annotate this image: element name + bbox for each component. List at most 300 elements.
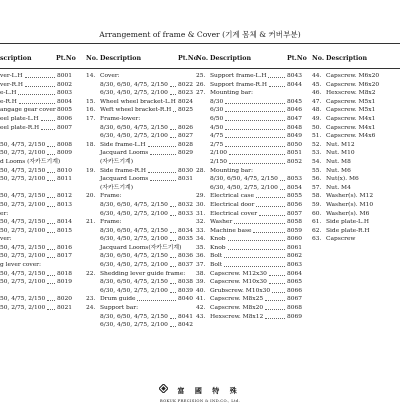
leader-dots	[148, 146, 176, 147]
leader-dots	[47, 257, 55, 258]
part-number: 8011	[57, 176, 72, 183]
part-number: 8012	[57, 193, 72, 200]
company-footer	[0, 378, 400, 403]
leader-dots	[25, 77, 55, 78]
item-number: 20.	[86, 193, 96, 200]
part-number: 8036	[178, 253, 193, 260]
item-description: 6/50	[210, 115, 224, 122]
item-description: Weft wheel bracket-R.H	[100, 107, 172, 114]
part-number: 8035	[178, 236, 193, 243]
description-header: Description	[326, 55, 368, 62]
item-number: 30.	[196, 201, 206, 208]
part-number: 8065	[287, 279, 302, 286]
part-number: 8054	[287, 184, 302, 191]
part-number: 8014	[57, 219, 72, 226]
item-description: 50, 2/75, 2/100	[0, 305, 46, 312]
item-description: 6/30, 4/50, 2/75, 2/100	[100, 236, 168, 243]
item-description: 4/75	[210, 133, 224, 140]
item-description: Frame-lower:	[100, 115, 141, 122]
column-header	[86, 55, 196, 63]
company-logo-text: 富 國 特 殊	[177, 386, 241, 395]
leader-dots	[47, 154, 55, 155]
no-header: No.	[86, 55, 99, 62]
column-header	[0, 55, 80, 63]
leader-dots	[170, 318, 176, 319]
item-description: (자카드기계)	[100, 184, 134, 191]
part-number: 8062	[287, 253, 302, 260]
item-number: 23.	[86, 296, 96, 303]
item-number: 40.	[196, 287, 206, 294]
item-description: Electrical door	[210, 201, 255, 208]
leader-dots	[170, 86, 176, 87]
item-description: Wheel wheel bracket-L.H	[100, 98, 176, 105]
item-description: Nut. M4	[326, 184, 351, 191]
part-number: 8005	[57, 107, 72, 114]
part-number: 8023	[178, 90, 193, 97]
item-number: 59.	[312, 201, 322, 208]
part-number: 8006	[57, 115, 72, 122]
item-description: Washer(s). M6	[326, 210, 370, 217]
part-number: 8039	[178, 287, 193, 294]
leader-dots	[280, 189, 285, 190]
part-number: 8031	[178, 176, 193, 183]
item-number: 39.	[196, 279, 206, 286]
item-description: Machine base	[210, 227, 252, 234]
no-header: No.	[312, 55, 325, 62]
item-description: Frame:	[100, 193, 122, 200]
leader-dots	[170, 137, 176, 138]
leader-dots	[41, 129, 55, 130]
part-number: 8026	[178, 124, 193, 131]
leader-dots	[18, 94, 55, 95]
item-description: 6/30, 4/50, 2/75, 2/100	[210, 184, 278, 191]
item-description: 6/30, 4/50, 2/75, 2/100	[100, 133, 168, 140]
leader-dots	[170, 292, 176, 293]
leader-dots	[225, 146, 285, 147]
leader-dots	[170, 206, 176, 207]
leader-dots	[173, 111, 176, 112]
part-number: 8050	[287, 141, 302, 148]
part-number: 8045	[287, 98, 302, 105]
item-description: Capscrew. M5x1	[326, 98, 376, 105]
leader-dots	[47, 283, 55, 284]
item-number: 50.	[312, 124, 322, 131]
part-number: 8068	[287, 305, 302, 312]
item-description: Jacquard Looms	[100, 150, 149, 157]
item-number: 21.	[86, 219, 96, 226]
part-number: 8046	[287, 107, 302, 114]
part-number: 8016	[57, 244, 72, 251]
item-description: Mounting bar:	[210, 90, 253, 97]
item-number: 32.	[196, 219, 206, 226]
item-description: 50, 4/75, 2/150	[0, 244, 46, 251]
item-description: Side plate-L.H	[326, 219, 369, 226]
item-number: 15.	[86, 98, 96, 105]
part-number: 8029	[178, 150, 193, 157]
leader-dots	[170, 129, 176, 130]
item-description: Support frame-R.H	[210, 81, 267, 88]
item-description: Nut(x). M6	[326, 176, 359, 183]
leader-dots	[228, 249, 285, 250]
leader-dots	[47, 172, 55, 173]
part-number: 8060	[287, 236, 302, 243]
leader-dots	[47, 232, 55, 233]
header-rule	[0, 68, 400, 69]
part-number: 8061	[287, 244, 302, 251]
item-description: Side frame-L.H	[100, 141, 146, 148]
item-number: 47.	[312, 98, 322, 105]
leader-dots	[148, 172, 176, 173]
item-description: 50, 2/75, 2/100	[0, 279, 46, 286]
part-number: 8017	[57, 253, 72, 260]
item-description: 8/30, 6/50, 4/75, 2/150	[100, 201, 168, 208]
part-number: 8059	[287, 227, 302, 234]
part-number: 8064	[287, 270, 302, 277]
part-no-header: Pt.No	[178, 55, 198, 62]
part-number: 8009	[57, 150, 72, 157]
item-description: 8/30, 6/50, 4/75, 2/150	[100, 124, 168, 131]
item-description: Capscrew	[326, 236, 356, 243]
item-number: 33.	[196, 227, 206, 234]
part-number: 8032	[178, 201, 193, 208]
item-number: 24.	[86, 305, 96, 312]
item-description: 50, 2/75, 2/100	[0, 253, 46, 260]
item-number: 58.	[312, 193, 322, 200]
item-number: 60.	[312, 210, 322, 217]
part-number: 8048	[287, 124, 302, 131]
part-number: 8028	[178, 141, 193, 148]
item-description: Nut. M10	[326, 150, 355, 157]
item-description: Shedding lever guide frame:	[100, 270, 186, 277]
leader-dots	[229, 154, 285, 155]
item-description: 50, 2/75, 2/100	[0, 176, 46, 183]
item-description: Capscrew. M6x20	[326, 73, 380, 79]
item-description: Knob	[210, 244, 226, 251]
column-header	[312, 55, 400, 63]
part-number: 8022	[178, 81, 193, 88]
item-description: 2/75	[210, 141, 224, 148]
item-description: Capscrew. M8x25	[210, 296, 264, 303]
item-number: 18.	[86, 141, 96, 148]
part-number: 8010	[57, 167, 72, 174]
column-header	[196, 55, 306, 63]
item-number: 28.	[196, 167, 206, 174]
part-number: 8021	[57, 305, 72, 312]
part-number: 8008	[57, 141, 72, 148]
item-description: 50, 4/75, 2/150	[0, 270, 46, 277]
item-description: 50, 4/75, 2/150	[0, 167, 46, 174]
item-number: 63.	[312, 236, 322, 243]
part-no-header: Pt.No	[287, 55, 307, 62]
item-description: 50, 2/75, 2/100	[0, 150, 46, 157]
item-number: 62.	[312, 227, 322, 234]
leader-dots	[253, 232, 285, 233]
item-description: Nut. M12	[326, 141, 355, 148]
item-description: eel plate-R.H	[0, 124, 40, 131]
leader-dots	[41, 120, 55, 121]
part-number: 8027	[178, 133, 193, 140]
item-number: 37.	[196, 262, 206, 269]
item-description: 6/30, 4/50, 2/75, 2/100	[100, 322, 168, 329]
part-number: 8056	[287, 201, 302, 208]
item-description: 2/150	[210, 158, 227, 165]
item-description: angage gear cover	[0, 107, 56, 114]
item-description: Electrical case	[210, 193, 254, 200]
item-description: 50, 2/75, 2/100	[0, 227, 46, 234]
item-number: 48.	[312, 107, 322, 114]
item-number: 29.	[196, 193, 206, 200]
item-description: e-R.H	[0, 98, 17, 105]
leader-dots	[268, 77, 285, 78]
leader-dots	[150, 154, 176, 155]
leader-dots	[170, 94, 176, 95]
part-number: 8007	[57, 124, 72, 131]
leader-dots	[224, 266, 285, 267]
leader-dots	[47, 146, 55, 147]
item-number: 43.	[196, 313, 206, 320]
part-number: 8018	[57, 270, 72, 277]
leader-dots	[47, 300, 55, 301]
item-description: ver:	[0, 236, 12, 243]
item-description: 2/100	[210, 150, 227, 157]
item-number: 42.	[196, 305, 206, 312]
part-number: 8047	[287, 115, 302, 122]
item-number: 45.	[312, 81, 322, 88]
item-description: 8/30, 6/50, 4/75, 2/150	[100, 253, 168, 260]
leader-dots	[229, 163, 285, 164]
leader-dots	[225, 137, 285, 138]
part-number: 8051	[287, 150, 302, 157]
item-description: (자카드기계)	[100, 158, 134, 165]
leader-dots	[170, 266, 176, 267]
item-description: 8/30, 6/50, 4/75, 2/150	[100, 81, 168, 88]
item-description: 8/30, 6/50, 4/75, 2/150	[100, 227, 168, 234]
leader-dots	[47, 197, 55, 198]
leader-dots	[269, 86, 285, 87]
item-number: 44.	[312, 73, 322, 79]
no-header: No.	[196, 55, 209, 62]
leader-dots	[265, 300, 285, 301]
description-header: scription	[0, 55, 32, 62]
part-no-header: Pt.No	[56, 55, 76, 62]
item-description: Jacquard Looms	[100, 176, 149, 183]
part-number: 8033	[178, 210, 193, 217]
item-description: 8/30, 6/50, 4/75, 2/150	[210, 176, 278, 183]
part-number: 8069	[287, 313, 302, 320]
leader-dots	[272, 292, 285, 293]
item-description: Capscrew. M4x1	[326, 124, 376, 131]
description-header: Description	[100, 55, 142, 62]
item-description: e-L.H	[0, 90, 17, 97]
item-description: Cover:	[100, 73, 120, 79]
item-description: ver-R.H	[0, 81, 24, 88]
item-number: 51.	[312, 133, 322, 140]
leader-dots	[170, 232, 176, 233]
item-description: Frame:	[100, 219, 122, 226]
item-number: 25.	[196, 73, 206, 79]
item-description: Capscrew. M4x6	[326, 133, 376, 140]
leader-dots	[170, 257, 176, 258]
item-description: Jacquard Looms(자카드기계)	[100, 244, 182, 251]
part-number: 8024	[178, 98, 193, 105]
part-number: 8001	[57, 73, 72, 79]
item-number: 34.	[196, 236, 206, 243]
part-number: 8063	[287, 262, 302, 269]
item-number: 38.	[196, 270, 206, 277]
item-description: Washer(s). M10	[326, 201, 374, 208]
item-description: eel plate-L.H	[0, 115, 39, 122]
part-number: 8015	[57, 227, 72, 234]
item-description: 50, 2/75, 2/100	[0, 201, 46, 208]
item-description: ver-L.H	[0, 73, 23, 79]
leader-dots	[47, 223, 55, 224]
part-number: 8038	[178, 279, 193, 286]
item-description: 50, 4/75, 2/150	[0, 141, 46, 148]
item-number: 57.	[312, 184, 322, 191]
leader-dots	[170, 326, 176, 327]
item-description: Side plate-R.H	[326, 227, 370, 234]
part-number: 8004	[57, 98, 72, 105]
leader-dots	[47, 275, 55, 276]
leader-dots	[47, 249, 55, 250]
item-description: 50, 4/75, 2/150	[0, 219, 46, 226]
item-number: 22.	[86, 270, 96, 277]
item-description: 8/30, 6/50, 4/75, 2/150	[100, 279, 168, 286]
item-number: 35.	[196, 244, 206, 251]
item-number: 61.	[312, 219, 322, 226]
leader-dots	[256, 206, 285, 207]
item-description: d Looms (자카드기계)	[0, 158, 61, 165]
part-number: 8057	[287, 210, 302, 217]
leader-dots	[225, 129, 285, 130]
leader-dots	[225, 120, 285, 121]
item-description: Electrical cover	[210, 210, 258, 217]
item-description: Nut. M8	[326, 158, 351, 165]
item-number: 55.	[312, 167, 322, 174]
leader-dots	[19, 103, 55, 104]
part-number: 8067	[287, 296, 302, 303]
item-number: 14.	[86, 73, 96, 79]
leader-dots	[137, 300, 176, 301]
part-number: 8042	[178, 322, 193, 329]
item-description: Capscrew. M10x30	[210, 279, 267, 286]
description-header: Description	[210, 55, 252, 62]
leader-dots	[265, 309, 285, 310]
item-description: 6/30, 4/50, 2/75, 2/100	[100, 262, 168, 269]
part-number: 8013	[57, 201, 72, 208]
part-number: 8043	[287, 73, 302, 79]
part-number: 8025	[178, 107, 193, 114]
company-logo-icon	[159, 384, 168, 393]
item-number: 46.	[312, 90, 322, 97]
item-description: Mounting bar:	[210, 167, 253, 174]
item-description: g lever cover:	[0, 262, 41, 269]
leader-dots	[170, 240, 176, 241]
item-number: 26.	[196, 81, 206, 88]
leader-dots	[280, 180, 285, 181]
leader-dots	[234, 223, 285, 224]
leader-dots	[269, 275, 285, 276]
item-number: 36.	[196, 253, 206, 260]
leader-dots	[225, 103, 285, 104]
item-number: 53.	[312, 150, 322, 157]
item-number: 27.	[196, 90, 206, 97]
item-description: Washer(s). M12	[326, 193, 374, 200]
leader-dots	[47, 180, 55, 181]
item-description: 8/30, 6/50, 4/75, 2/150	[100, 313, 168, 320]
part-number: 8040	[178, 296, 193, 303]
company-name: BOKUK PRECISION & IND.CO., Ltd.	[159, 398, 241, 403]
item-description: Side frame-R.H	[100, 167, 147, 174]
leader-dots	[170, 215, 176, 216]
leader-dots	[47, 309, 55, 310]
item-description: 6/30, 4/50, 2/75, 2/100	[100, 210, 168, 217]
item-number: 19.	[86, 167, 96, 174]
item-description: 8/30	[210, 98, 224, 105]
item-number: 49.	[312, 115, 322, 122]
part-number: 8041	[178, 313, 193, 320]
page-title: Arrangement of frame & Cover (기계 몸체 & 커버부분)	[99, 30, 301, 39]
item-number: 16.	[86, 107, 96, 114]
item-description: 50, 4/75, 2/150	[0, 296, 46, 303]
item-description: Capscrew. M8x20	[210, 305, 264, 312]
part-number: 8066	[287, 287, 302, 294]
item-number: 56.	[312, 176, 322, 183]
part-number: 8003	[57, 90, 72, 97]
item-description: Support frame-L.H	[210, 73, 267, 79]
item-description: Washer	[210, 219, 233, 226]
part-number: 8030	[178, 167, 193, 174]
leader-dots	[256, 197, 285, 198]
item-description: Knob	[210, 236, 226, 243]
item-description: 50, 4/75, 2/150	[0, 193, 46, 200]
item-description: 6/30, 4/50, 2/75, 2/100	[100, 287, 168, 294]
item-description: Capscrew. M4x1	[326, 115, 376, 122]
item-description: Capscrew. M12x30	[210, 270, 267, 277]
item-description: 6/30, 4/50, 2/75, 2/100	[100, 90, 168, 97]
part-number: 8049	[287, 133, 302, 140]
part-number: 8037	[178, 262, 193, 269]
item-description: Capscrew. M5x1	[326, 107, 376, 114]
item-number: 52.	[312, 141, 322, 148]
leader-dots	[269, 283, 285, 284]
item-description: 6/30	[210, 107, 224, 114]
top-rule	[0, 43, 400, 44]
item-description: Hexscrew. M8x2	[326, 90, 376, 97]
leader-dots	[224, 257, 285, 258]
part-number: 8044	[287, 81, 302, 88]
item-description: Bolt	[210, 253, 223, 260]
leader-dots	[25, 86, 55, 87]
leader-dots	[47, 206, 55, 207]
item-description: Support bar:	[100, 305, 139, 312]
item-description: Drum guide	[100, 296, 136, 303]
part-number: 8053	[287, 176, 302, 183]
leader-dots	[228, 240, 285, 241]
item-description: er:	[0, 210, 9, 217]
part-number: 8034	[178, 227, 193, 234]
leader-dots	[225, 111, 285, 112]
part-number: 8055	[287, 193, 302, 200]
item-description: Grubscrew. M10x30	[210, 287, 271, 294]
item-number: 41.	[196, 296, 206, 303]
leader-dots	[170, 283, 176, 284]
item-number: 31.	[196, 210, 206, 217]
item-description: Capscrew. M6x20	[326, 81, 380, 88]
item-number: 17.	[86, 115, 96, 122]
leader-dots	[150, 180, 176, 181]
part-number: 8058	[287, 219, 302, 226]
